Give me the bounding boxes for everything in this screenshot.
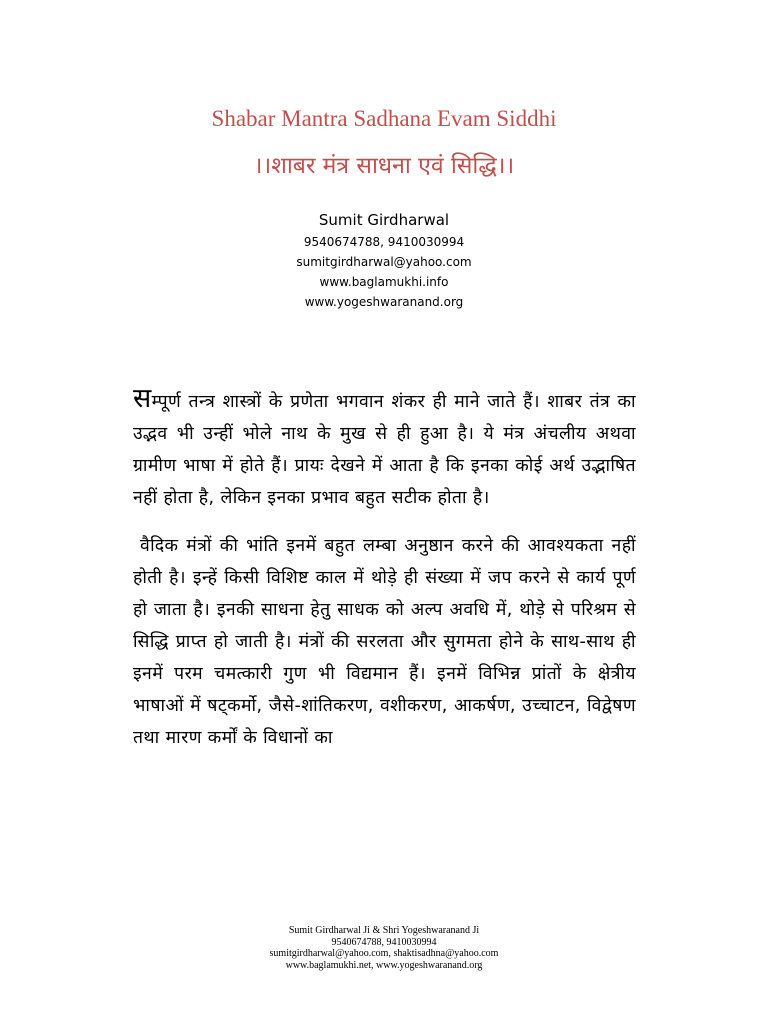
footer-websites: www.baglamukhi.net, www.yogeshwaranand.org bbox=[285, 959, 483, 971]
author-name: Sumit Girdharwal bbox=[318, 211, 450, 229]
paragraph-2: वैदिक मंत्रों की भांति इनमें बहुत लम्बा अनुष्ठान करने की आवश्यकता नहीं होती है। इन्हें किसी विशिष्ट काल में थोड़े ही संख्या में जप करने से कार्य पूर्ण हो जाता है। इनकी साधना हेतु साधक को अल्प अवधि में, थोड़े से परिश्रम से सिद्धि प्राप्त हो जाती है। मंत्रों की सरलता और सुगमता होने के साथ-साथ ही इनमें परम चमत्कारी गुण भी विद्यमान हैं। इनमें विभिन्न प्रांतों के क्षेत्रीय भाषाओं में षट्कर्मो, जैसे-शांतिकरण, वशीकरण, आकर्षण, उच्चाटन, विद्वेषण तथा मारण कर्मों के विधानों का bbox=[133, 536, 636, 748]
drop-cap: स bbox=[133, 383, 152, 414]
author-website-2: www.yogeshwaranand.org bbox=[304, 295, 464, 309]
author-phones: 9540674788, 9410030994 bbox=[303, 235, 465, 249]
title-english: Shabar Mantra Sadhana Evam Siddhi bbox=[211, 106, 557, 131]
author-website-1: www.baglamukhi.info bbox=[319, 275, 449, 289]
footer-phones: 9540674788, 9410030994 bbox=[331, 936, 437, 948]
footer-authors: Sumit Girdharwal Ji & Shri Yogeshwaranand Ji bbox=[288, 925, 480, 936]
title-hindi: ।।शाबर मंत्र साधना एवं सिद्धि।। bbox=[253, 153, 515, 179]
paragraph-1 bbox=[133, 383, 636, 514]
author-block bbox=[0, 208, 768, 312]
page-footer bbox=[0, 925, 768, 971]
footer-emails: sumitgirdharwal@yahoo.com, shaktisadhna@yahoo.com bbox=[269, 948, 499, 959]
body-text bbox=[133, 383, 636, 754]
paragraph-1-text: म्पूर्ण तन्त्र शास्त्रों के प्रणेता भगवान शंकर ही माने जाते हैं। शाबर तंत्र का उद्भव भी उन्हीं भोले नाथ के मुख से ही हुआ है। ये मंत्र अंचलीय अथवा ग्रामीण भाषा में होते हैं। प्रायः देखने में आता है कि इनका कोई अर्थ उद्भाषित नहीं होता है, लेकिन इनका प्रभाव बहुत सटीक होता है। bbox=[133, 392, 636, 508]
author-email: sumitgirdharwal@yahoo.com bbox=[296, 255, 472, 269]
